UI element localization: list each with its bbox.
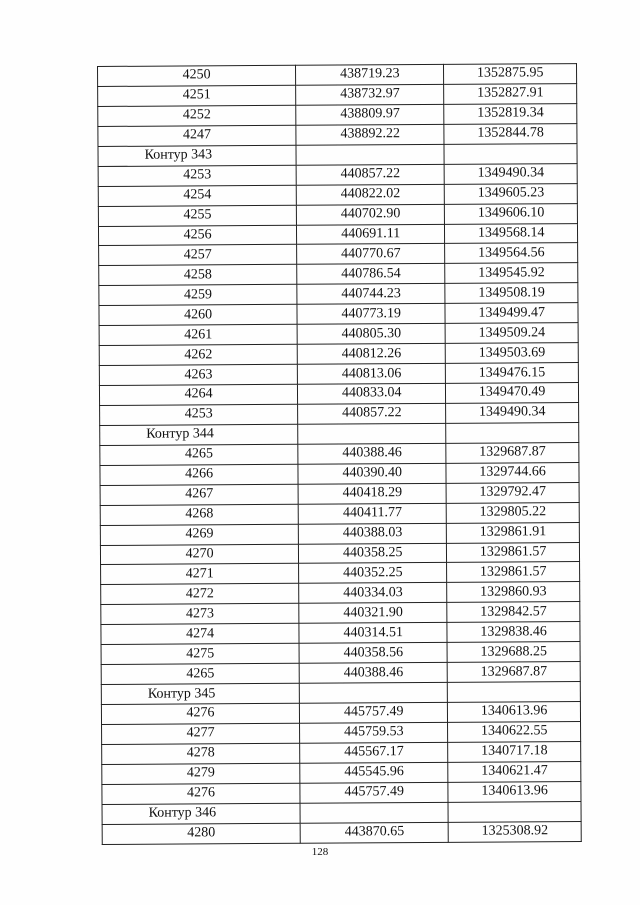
y-coordinate-cell: 1352827.91 [444,84,577,105]
point-number-cell: 4268 [100,504,298,525]
x-coordinate-cell: 440833.04 [298,383,446,404]
point-number-cell: 4277 [102,723,300,744]
point-number-cell: 4253 [100,404,298,425]
y-coordinate-cell: 1349568.14 [445,223,578,244]
point-number-cell: 4270 [100,544,298,565]
empty-cell [444,143,577,164]
y-coordinate-cell: 1329792.47 [446,482,579,503]
empty-cell [298,423,446,444]
y-coordinate-cell: 1349509.24 [445,323,578,344]
x-coordinate-cell: 445757.49 [300,782,448,803]
point-number-cell: 4279 [102,763,300,784]
y-coordinate-cell: 1352844.78 [444,123,577,144]
point-number-cell: 4275 [101,643,299,664]
x-coordinate-cell: 445759.53 [300,722,448,743]
table-row [102,821,581,844]
x-coordinate-cell: 445567.17 [300,742,448,763]
point-number-cell: 4260 [99,305,297,326]
y-coordinate-cell: 1349606.10 [445,203,578,224]
y-coordinate-cell: 1349476.15 [446,363,579,384]
point-number-cell: 4265 [101,663,299,684]
point-number-cell: 4257 [99,245,297,266]
contour-label: Контур 345 [101,683,299,704]
coordinates-table-body [98,64,582,844]
point-number-cell: 4263 [99,364,297,385]
x-coordinate-cell: 440805.30 [297,324,445,345]
point-number-cell: 4273 [101,604,299,625]
y-coordinate-cell: 1329687.87 [447,662,580,683]
y-coordinate-cell: 1349490.34 [444,163,577,184]
point-number-cell: 4272 [101,584,299,605]
point-number-cell: 4251 [98,85,296,106]
y-coordinate-cell: 1329861.91 [447,522,580,543]
x-coordinate-cell: 440702.90 [297,204,445,225]
y-coordinate-cell: 1349503.69 [446,343,579,364]
y-coordinate-cell: 1349490.34 [446,403,579,424]
y-coordinate-cell: 1349545.92 [445,263,578,284]
point-number-cell: 4278 [102,743,300,764]
y-coordinate-cell: 1329687.87 [446,442,579,463]
x-coordinate-cell: 438809.97 [296,104,444,125]
y-coordinate-cell: 1329842.57 [447,602,580,623]
x-coordinate-cell: 440744.23 [297,284,445,305]
point-number-cell: 4267 [100,484,298,505]
empty-cell [299,682,447,703]
point-number-cell: 4255 [98,205,296,226]
y-coordinate-cell: 1349605.23 [445,183,578,204]
y-coordinate-cell: 1329861.57 [447,562,580,583]
y-coordinate-cell: 1340622.55 [448,721,581,742]
x-coordinate-cell: 438732.97 [296,84,444,105]
point-number-cell: 4258 [99,265,297,286]
point-number-cell: 4256 [98,225,296,246]
coordinates-table [97,63,582,844]
x-coordinate-cell: 438892.22 [296,124,444,145]
point-number-cell: 4264 [99,384,297,405]
empty-cell [448,682,581,703]
empty-cell [448,801,581,822]
empty-cell [300,802,448,823]
x-coordinate-cell: 445757.49 [300,702,448,723]
x-coordinate-cell: 440773.19 [297,304,445,325]
y-coordinate-cell: 1340613.96 [448,702,581,723]
point-number-cell: 4254 [98,185,296,206]
x-coordinate-cell: 440388.46 [298,443,446,464]
x-coordinate-cell: 445545.96 [300,762,448,783]
point-number-cell: 4247 [98,125,296,146]
x-coordinate-cell: 440770.67 [297,244,445,265]
y-coordinate-cell: 1349508.19 [445,283,578,304]
y-coordinate-cell: 1340613.96 [448,781,581,802]
y-coordinate-cell: 1352875.95 [444,64,577,85]
y-coordinate-cell: 1340717.18 [448,741,581,762]
y-coordinate-cell: 1349470.49 [446,383,579,404]
y-coordinate-cell: 1329838.46 [447,622,580,643]
point-number-cell: 4266 [100,464,298,485]
x-coordinate-cell: 440388.03 [298,523,446,544]
point-number-cell: 4271 [101,564,299,585]
x-coordinate-cell: 440857.22 [296,164,444,185]
y-coordinate-cell: 1349499.47 [445,303,578,324]
x-coordinate-cell: 440314.51 [299,623,447,644]
x-coordinate-cell: 440691.11 [297,224,445,245]
point-number-cell: 4261 [99,324,297,345]
point-number-cell: 4253 [98,165,296,186]
x-coordinate-cell: 440321.90 [299,603,447,624]
point-number-cell: 4274 [101,624,299,645]
x-coordinate-cell: 443870.65 [300,822,448,843]
x-coordinate-cell: 440822.02 [296,184,444,205]
point-number-cell: 4269 [100,524,298,545]
y-coordinate-cell: 1325308.92 [448,821,581,842]
x-coordinate-cell: 440388.46 [299,662,447,683]
x-coordinate-cell: 440418.29 [298,483,446,504]
x-coordinate-cell: 440411.77 [298,503,446,524]
point-number-cell: 4265 [100,444,298,465]
x-coordinate-cell: 440334.03 [299,583,447,604]
x-coordinate-cell: 438719.23 [296,64,444,85]
x-coordinate-cell: 440857.22 [298,403,446,424]
y-coordinate-cell: 1329688.25 [447,642,580,663]
x-coordinate-cell: 440390.40 [298,463,446,484]
x-coordinate-cell: 440358.56 [299,643,447,664]
point-number-cell: 4250 [98,65,296,86]
contour-label: Контур 344 [100,424,298,445]
y-coordinate-cell: 1352819.34 [444,103,577,124]
point-number-cell: 4276 [102,783,300,804]
x-coordinate-cell: 440786.54 [297,264,445,285]
y-coordinate-cell: 1329860.93 [447,582,580,603]
x-coordinate-cell: 440812.26 [297,344,445,365]
x-coordinate-cell: 440352.25 [299,563,447,584]
empty-cell [296,144,444,165]
contour-label: Контур 343 [98,145,296,166]
y-coordinate-cell: 1329805.22 [447,502,580,523]
page-number: 128 [311,846,329,858]
y-coordinate-cell: 1329744.66 [446,462,579,483]
contour-label: Контур 346 [102,803,300,824]
x-coordinate-cell: 440358.25 [299,543,447,564]
y-coordinate-cell: 1349564.56 [445,243,578,264]
empty-cell [446,422,579,443]
point-number-cell: 4259 [99,285,297,306]
point-number-cell: 4280 [102,823,300,844]
point-number-cell: 4276 [101,703,299,724]
point-number-cell: 4262 [99,344,297,365]
y-coordinate-cell: 1329861.57 [447,542,580,563]
y-coordinate-cell: 1340621.47 [448,761,581,782]
point-number-cell: 4252 [98,105,296,126]
x-coordinate-cell: 440813.06 [297,363,445,384]
